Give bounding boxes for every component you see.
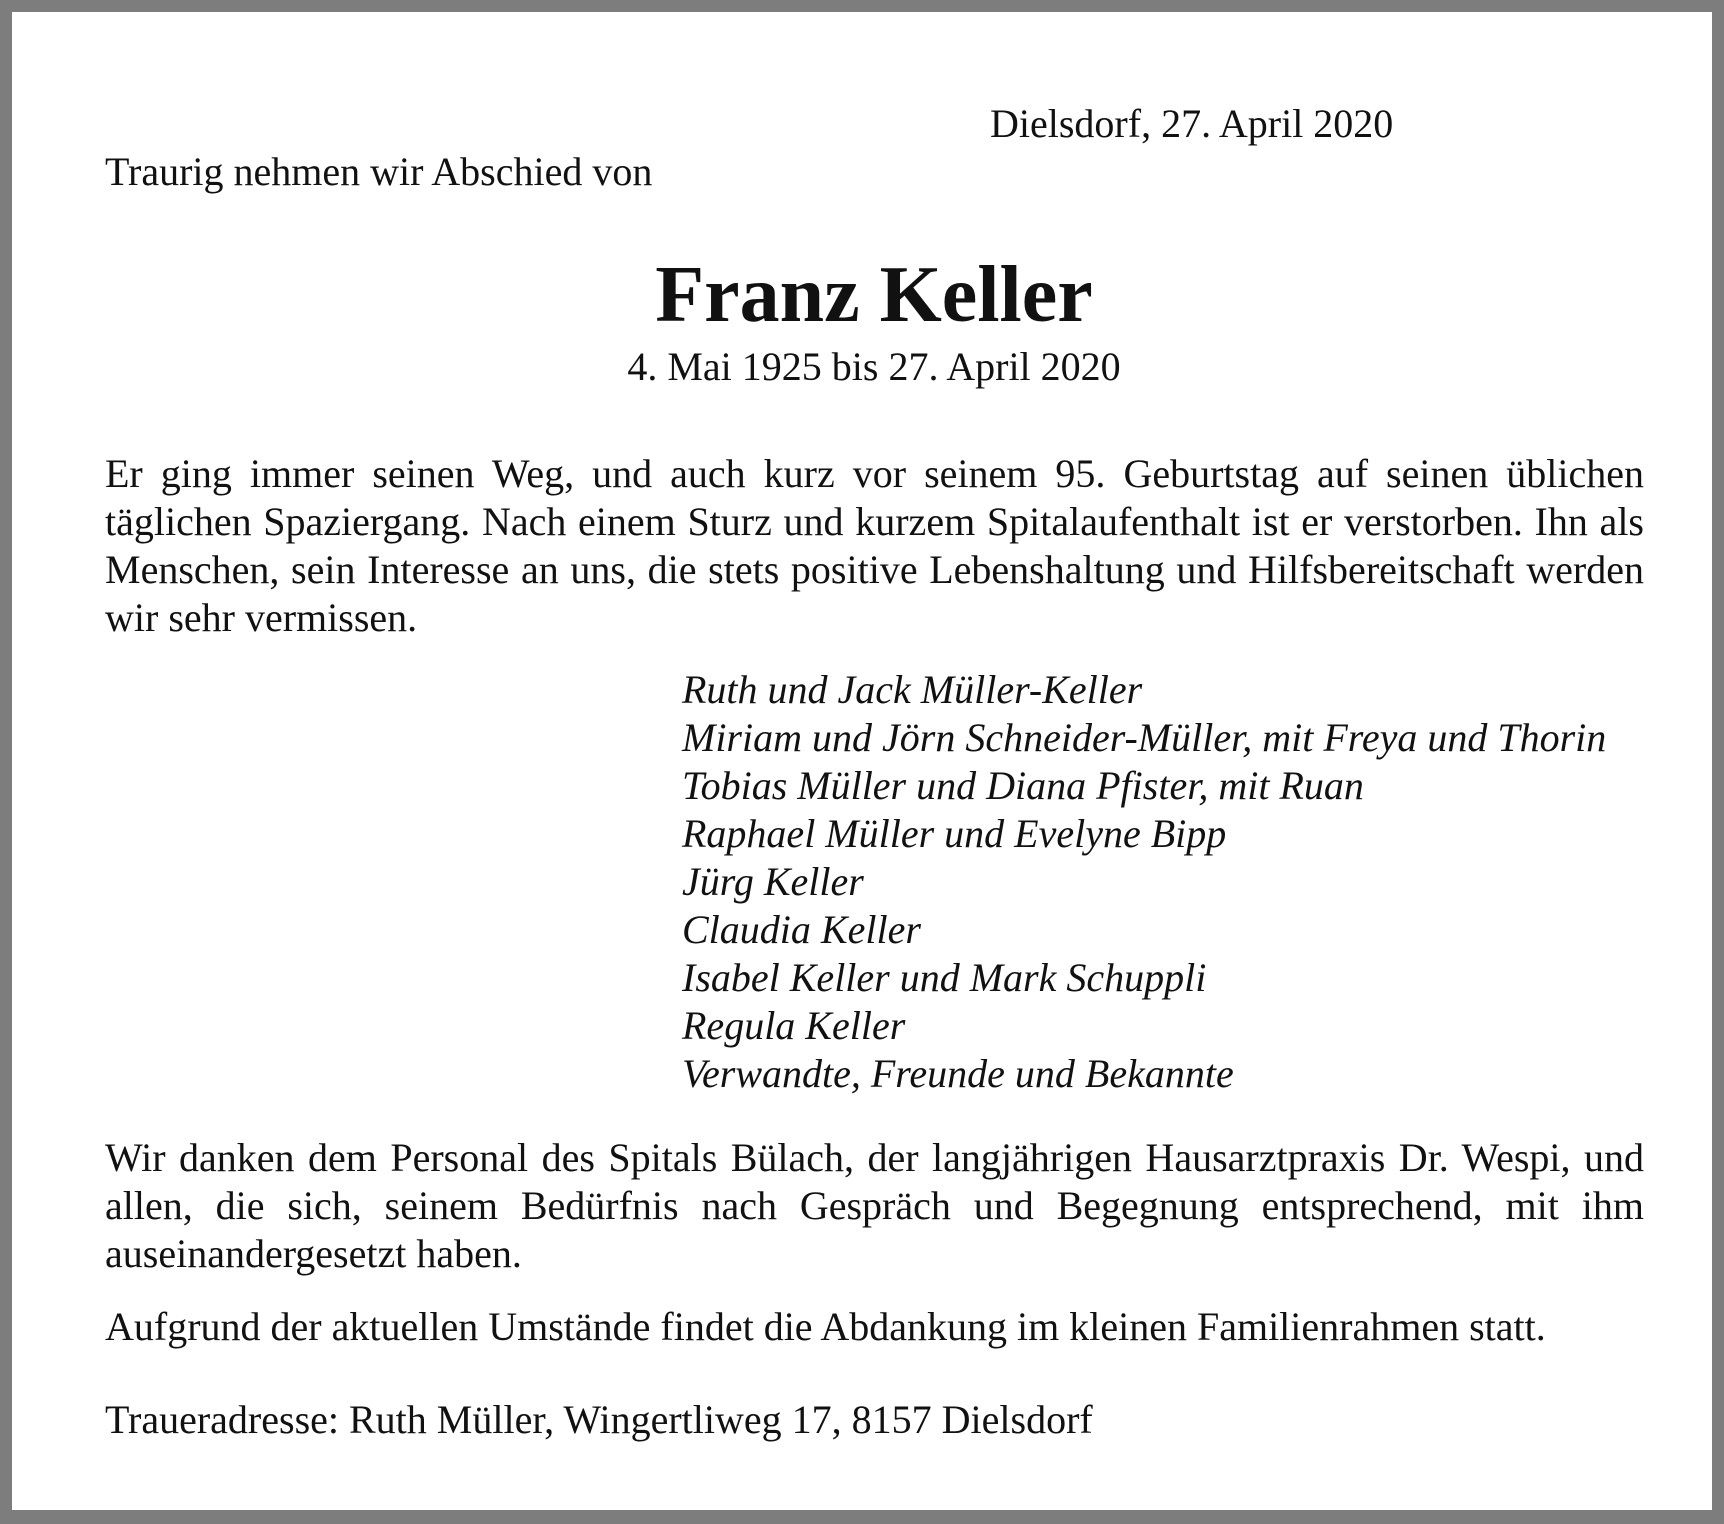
mourner-entry: Jürg Keller — [682, 859, 864, 904]
mourner-entry: Tobias Müller und Diana Pfister, mit Ruan — [682, 763, 1364, 808]
mourner-entry: Isabel Keller und Mark Schuppli — [682, 955, 1207, 1000]
ceremony-paragraph: Aufgrund der aktuellen Umstände findet die Abdankung im kleinen Familienrahmen statt. — [105, 1304, 1546, 1349]
mourner-entry: Regula Keller — [682, 1003, 906, 1048]
mourner-entry: Miriam und Jörn Schneider-Müller, mit Freya und Thorin — [682, 715, 1607, 760]
deceased-name: Franz Keller — [655, 251, 1093, 339]
mourner-entry: Ruth und Jack Müller-Keller — [682, 667, 1143, 712]
mourner-entry: Verwandte, Freunde und Bekannte — [682, 1051, 1234, 1096]
tribute-paragraph: Er ging immer seinen Weg, und auch kurz vor seinem 95. Geburtstag auf seinen üblichen täglichen Spaziergang. Nach einem Sturz und kurzem Spitalaufenthalt ist er verstorben. Ihn als Menschen, sein Interesse an uns, die stets positive Lebenshaltung und Hilfsbereitschaft werden wir sehr vermissen. — [105, 451, 1644, 640]
mourners-list — [682, 666, 1606, 1098]
life-dates: 4. Mai 1925 bis 27. April 2020 — [627, 344, 1121, 389]
mourner-entry: Raphael Müller und Evelyne Bipp — [682, 811, 1227, 856]
mourner-entry: Claudia Keller — [682, 907, 921, 952]
mourning-address: Traueradresse: Ruth Müller, Wingertliweg 17, 8157 Dielsdorf — [105, 1397, 1093, 1442]
intro-line: Traurig nehmen wir Abschied von — [105, 149, 653, 194]
place-and-date: Dielsdorf, 27. April 2020 — [990, 101, 1394, 146]
thanks-paragraph: Wir danken dem Personal des Spitals Bülach, der langjährigen Hausarztpraxis Dr. Wespi, und allen, die sich, seinem Bedürfnis nach Gespräch und Begegnung entsprechend, mit ihm auseinandergesetzt haben. — [105, 1135, 1644, 1276]
